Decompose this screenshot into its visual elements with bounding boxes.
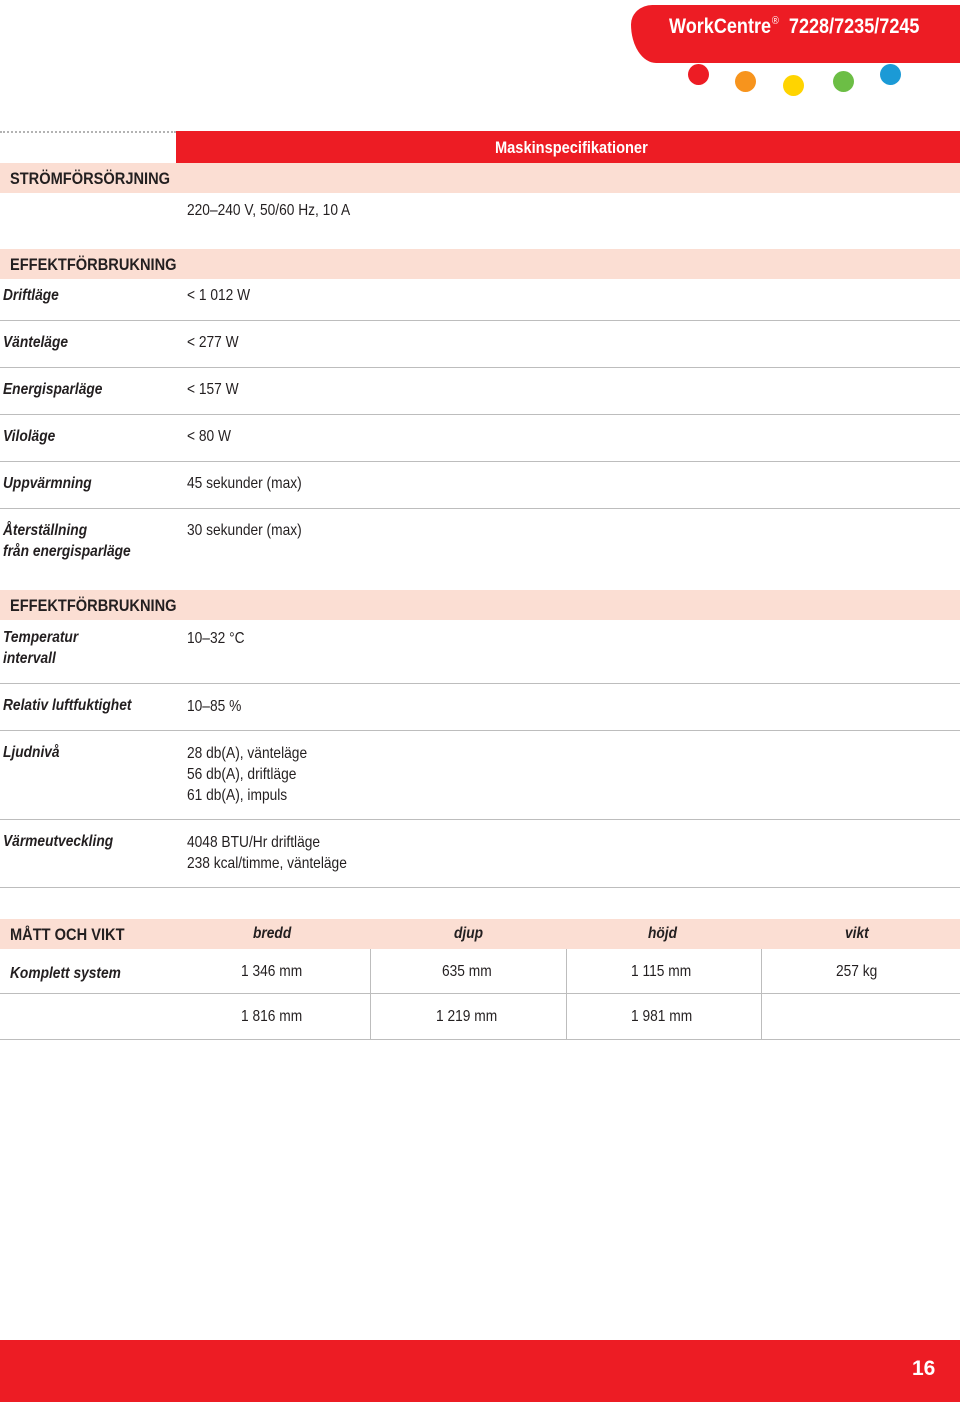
section-title: Maskinspecifikationer	[495, 138, 648, 157]
row-divider	[0, 1039, 960, 1040]
page-number: 16	[912, 1357, 936, 1380]
power-supply-heading: STRÖMFÖRSÖRJNING	[10, 169, 171, 188]
footer-bar	[0, 1340, 960, 1402]
column-header-depth: djup	[454, 925, 484, 942]
row-value-recovery: 30 sekunder (max)	[187, 522, 302, 539]
column-divider	[566, 949, 567, 1039]
column-divider	[761, 949, 762, 1039]
row-label-complete-system: Komplett system	[10, 965, 121, 982]
row-label-run-mode: Driftläge	[3, 287, 59, 304]
registered-mark: ®	[771, 15, 779, 27]
dimensions-heading: MÅTT OCH VIKT	[10, 925, 125, 944]
row-label-standby: Vänteläge	[3, 334, 69, 351]
yellow-dot-icon	[783, 75, 804, 96]
row-divider	[0, 508, 960, 509]
cell-width: 1 346 mm	[241, 963, 303, 980]
row-divider	[0, 461, 960, 462]
row-divider	[0, 819, 960, 820]
column-divider	[370, 949, 371, 1039]
row-value-run-mode: < 1 012 W	[187, 287, 251, 304]
column-header-height: höjd	[648, 925, 678, 942]
brand-name: WorkCentre	[669, 15, 772, 38]
row-divider	[0, 414, 960, 415]
cell-width: 1 816 mm	[241, 1008, 303, 1025]
dotted-divider	[0, 131, 176, 133]
row-divider	[0, 730, 960, 731]
row-divider	[0, 320, 960, 321]
row-divider	[0, 683, 960, 684]
row-label-energy-saver: Energisparläge	[3, 381, 103, 398]
cell-depth: 635 mm	[442, 963, 492, 980]
orange-dot-icon	[735, 71, 756, 92]
consumption-heading: EFFEKTFÖRBRUKNING	[10, 255, 177, 274]
row-label-temperature: Temperatur intervall	[3, 629, 79, 667]
cell-weight: 257 kg	[836, 963, 878, 980]
row-value-energy-saver: < 157 W	[187, 381, 239, 398]
row-label-recovery: Återställning från energisparläge	[3, 522, 131, 560]
row-divider	[0, 993, 960, 994]
row-label-humidity: Relativ luftfuktighet	[3, 697, 132, 714]
environment-heading: EFFEKTFÖRBRUKNING	[10, 596, 177, 615]
model-numbers: 7228/7235/7245	[788, 15, 920, 38]
row-value-warmup: 45 sekunder (max)	[187, 475, 302, 492]
brand-title	[669, 15, 960, 39]
row-value-sleep: < 80 W	[187, 428, 231, 445]
row-value-humidity: 10–85 %	[187, 698, 242, 715]
green-dot-icon	[833, 71, 854, 92]
blue-dot-icon	[880, 64, 901, 85]
row-divider	[0, 367, 960, 368]
red-dot-icon	[688, 64, 709, 85]
cell-height: 1 115 mm	[631, 963, 692, 980]
row-value-noise: 28 db(A), vänteläge 56 db(A), driftläge 61 db(A), impuls	[187, 745, 308, 804]
row-value-heat: 4048 BTU/Hr driftläge 238 kcal/timme, vänteläge	[187, 834, 347, 872]
row-label-noise: Ljudnivå	[3, 744, 60, 761]
column-header-width: bredd	[253, 925, 292, 942]
row-divider	[0, 887, 960, 888]
cell-height: 1 981 mm	[631, 1008, 693, 1025]
row-value-standby: < 277 W	[187, 334, 239, 351]
row-label-heat: Värmeutveckling	[3, 833, 114, 850]
row-label-warmup: Uppvärmning	[3, 475, 92, 492]
power-supply-value: 220–240 V, 50/60 Hz, 10 A	[187, 202, 351, 219]
column-header-weight: vikt	[845, 925, 869, 942]
row-value-temperature: 10–32 °C	[187, 630, 245, 647]
row-label-sleep: Viloläge	[3, 428, 56, 445]
cell-depth: 1 219 mm	[436, 1008, 498, 1025]
